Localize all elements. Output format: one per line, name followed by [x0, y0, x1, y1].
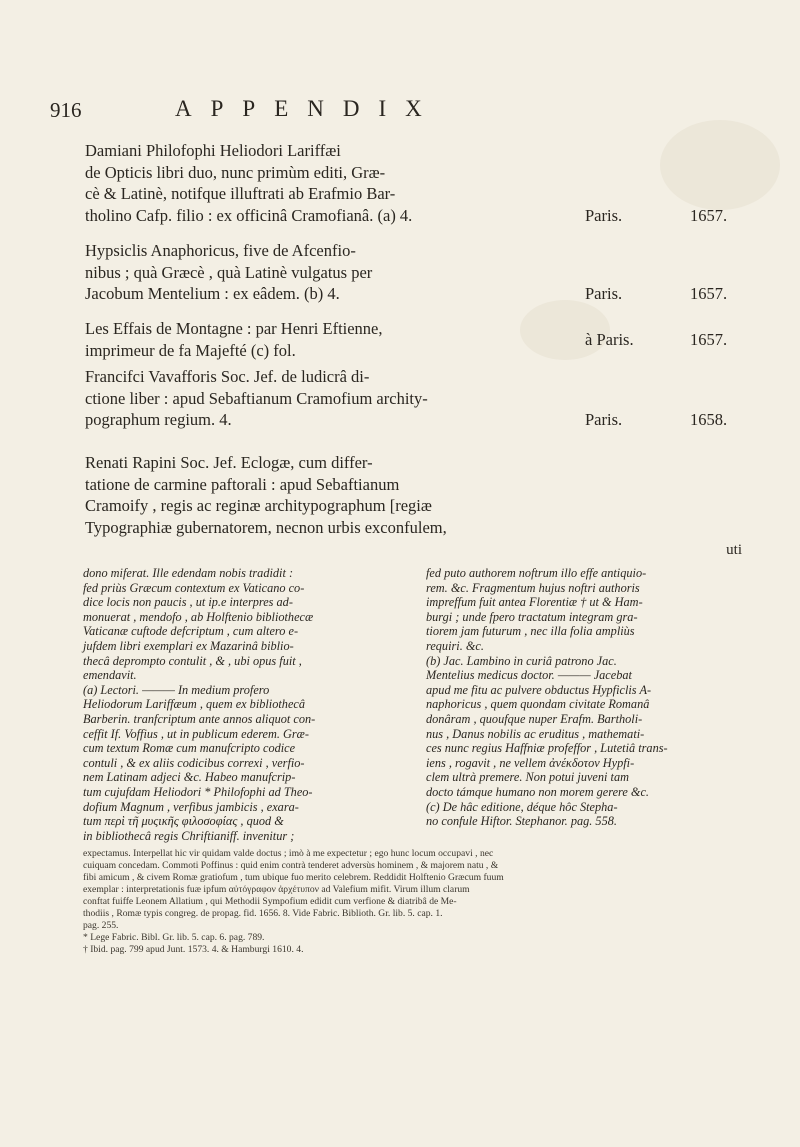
entry-line: tatione de carmine paftorali : apud Sebaftianum: [85, 474, 400, 494]
entry-line: Hypsiclis Anaphoricus, five de Afcenfio-: [85, 241, 356, 260]
entry-line: nibus ; quà Græcè , quà Latinè vulgatus per: [85, 262, 373, 282]
footnote-line: emendavit.: [83, 668, 137, 683]
footnote-line: burgi ; unde fpero tractatum integram gra-: [426, 609, 638, 624]
entry-year: 1658.: [690, 410, 728, 429]
entry-place: Paris.: [585, 284, 623, 303]
footnote-line: fibi amicum , & civem Romæ gratiofum , tum ubique fuo merito celebrem. Reddidit Holftenio Græcum fuum: [83, 872, 504, 883]
entry-place: à Paris.: [585, 330, 634, 349]
footnote-line: Heliodorum Lariffæum , quem ex bibliothecâ: [83, 697, 306, 712]
footnote-line: jufdem libri exemplari ex Mazarinâ biblio-: [83, 638, 294, 653]
catchword: uti: [726, 542, 742, 558]
footnote-line: * Lege Fabric. Bibl. Gr. lib. 5. cap. 6. pag. 789.: [83, 932, 265, 943]
entry-year: 1657.: [690, 330, 728, 349]
footnote-line: exemplar : interpretationis fuæ ipfum αὐτόγραφον ἀρχέτυπον ad Valefium mifit. Virum illum clarum: [83, 884, 470, 895]
footnotes-bottom: [83, 848, 751, 956]
footnote-line: nus , Danus nobilis ac eruditus , mathemati-: [426, 726, 645, 741]
footnote-line: (c) De hâc editione, déque hôc Stepha-: [426, 799, 618, 814]
bibliography-entry: [85, 366, 555, 431]
entry-line: Francifci Vavafforis Soc. Jef. de ludicrâ di-: [85, 367, 370, 386]
entry-line: imprimeur de fa Majefté (c) fol.: [85, 340, 296, 360]
page-title: APPENDIX: [175, 96, 441, 121]
footnote-line: cuiquam concedam. Commoti Poffinus : quid enim contrà tenderet adversùs hominem , & majorem natu , &: [83, 860, 499, 871]
entry-line: Jacobum Mentelium : ex eâdem. (b) 4.: [85, 284, 340, 303]
footnote-line: iens , rogavit , ne vellem ἀνέκδοτον Hypfi-: [426, 755, 635, 770]
footnote-line: fed puto authorem noftrum illo effe antiquio-: [426, 566, 647, 580]
footnote-line: monuerat , mendofo , ab Holftenio bibliothecæ: [83, 609, 314, 624]
entry-line: pographum regium. 4.: [85, 410, 232, 429]
paper-stain: [660, 120, 780, 210]
bibliography-entry: [85, 140, 555, 226]
footnotes-left-column: [83, 566, 401, 843]
footnote-line: pag. 255.: [83, 920, 119, 931]
footnote-line: clem ultrà premere. Non potui juveni tam: [426, 770, 629, 785]
footnote-line: ces nunc regius Haffniæ profeffor , Lutetiâ trans-: [426, 741, 668, 756]
bibliography-entry: [85, 452, 555, 538]
footnote-line: conftat fuiffe Leonem Allatium , qui Methodii Sympofium edidit cum verfione & diatribâ de Me-: [83, 896, 457, 907]
entry-year: 1657.: [690, 206, 728, 225]
entry-place: Paris.: [585, 206, 623, 225]
entry-place: Paris.: [585, 410, 623, 429]
entry-line: Les Effais de Montagne : par Henri Eftienne,: [85, 319, 383, 338]
footnote-line: in bibliothecâ regis Chriftianiff. invenitur ;: [83, 828, 295, 843]
footnote-line: cum textum Romæ cum manufcripto codice: [83, 741, 296, 756]
entry-line: Cramoify , regis ac reginæ architypographum [regiæ: [85, 496, 432, 515]
footnote-line: Vaticanæ cuftode defcriptum , cum altero e-: [83, 624, 299, 639]
footnotes-right-column: [426, 566, 744, 829]
footnote-line: Barberin. tranfcriptum ante annos aliquot con-: [83, 711, 316, 726]
footnote-line: ceffit If. Voffius , ut in publicum ederem. Græ-: [83, 726, 309, 741]
footnote-line: docto támque humano non morem gerere &c.: [426, 784, 650, 799]
entry-line: ctione liber : apud Sebaftianum Cramofium archity-: [85, 388, 428, 408]
footnote-line: thecâ deprompto contulit , & , ubi opus fuit ,: [83, 653, 302, 668]
footnote-line: tiorem jam futurum , nec illa folia ampliùs: [426, 624, 635, 639]
entry-line: cè & Latinè, notifque illuftrati ab Erafmio Bar-: [85, 184, 396, 203]
footnote-line: contuli , & ex aliis codicibus correxi , verfio-: [83, 755, 305, 770]
entry-line: Damiani Philofophi Heliodori Lariffæi: [85, 141, 341, 160]
footnote-line: no confule Hiftor. Stephanor. pag. 558.: [426, 814, 617, 829]
footnote-line: rem. &c. Fragmentum hujus noftri authoris: [426, 580, 640, 595]
footnote-line: nem Latinam adjeci &c. Habeo manufcrip-: [83, 770, 296, 785]
entry-line: Renati Rapini Soc. Jef. Eclogæ, cum differ-: [85, 453, 373, 472]
entry-year: 1657.: [690, 284, 728, 303]
footnote-line: tum περὶ τῆ μυςικῆς φιλοσοφίας , quod &: [83, 814, 284, 829]
bibliography-entry: [85, 318, 555, 361]
footnote-line: requiri. &c.: [426, 638, 484, 653]
footnote-line: donâram , quoufque nuper Erafm. Bartholi-: [426, 711, 643, 726]
footnote-line: dono miferat. Ille edendam nobis tradidit :: [83, 566, 294, 580]
entry-line: de Opticis libri duo, nunc primùm editi, Græ-: [85, 162, 386, 182]
footnote-line: † Ibid. pag. 799 apud Junt. 1573. 4. & Hamburgi 1610. 4.: [83, 944, 304, 955]
footnote-line: impreffum fuit antea Florentiæ † ut & Ham-: [426, 595, 643, 610]
footnote-line: apud me fitu ac pulvere obductus Hypficlis A-: [426, 682, 652, 697]
running-header: [50, 96, 750, 126]
bibliography-entry: [85, 240, 555, 305]
footnote-line: dice locis non paucis , ut ip.e interpres ad-: [83, 595, 293, 610]
entry-line: tholino Cafp. filio : ex officinâ Cramofianâ. (a) 4.: [85, 205, 413, 225]
footnote-line: tum cujufdam Heliodori * Philofophi ad Theo-: [83, 784, 313, 799]
footnote-line: dofium Magnum , verfibus jambicis , exara-: [83, 799, 299, 814]
page-number: 916: [50, 98, 82, 122]
footnote-line: fed priùs Græcum contextum ex Vaticano co-: [83, 580, 305, 595]
entry-line: Typographiæ gubernatorem, necnon urbis exconfulem,: [85, 517, 447, 537]
footnote-line: Mentelius medicus doctor. ——— Jacebat: [426, 668, 632, 683]
footnote-line: (b) Jac. Lambino in curiâ patrono Jac.: [426, 653, 617, 668]
footnote-line: (a) Lectori. ——— In medium profero: [83, 682, 270, 697]
footnote-line: expectamus. Interpellat hic vir quidam valde doctus ; imò à me expectetur ; ego hunc locum occupavi , nec: [83, 848, 494, 859]
footnote-line: naphoricus , quem quondam civitate Romanâ: [426, 697, 650, 712]
footnote-line: thodiis , Romæ typis congreg. de propag. fid. 1656. 8. Vide Fabric. Biblioth. Gr. lib. 5. cap. 1.: [83, 908, 443, 919]
